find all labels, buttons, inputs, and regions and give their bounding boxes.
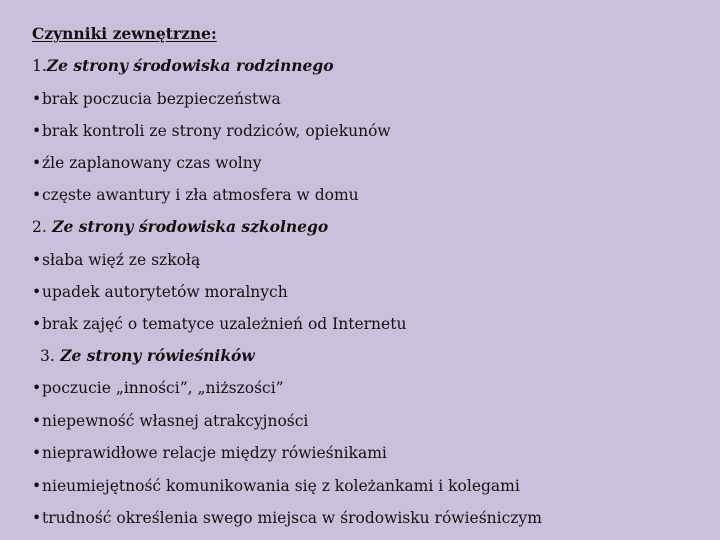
bullet-icon: • (32, 251, 42, 269)
bullet-icon: • (32, 186, 42, 204)
list-item-text: niepewność własnej atrakcyjności (42, 412, 309, 430)
section-number: 2. (32, 218, 47, 236)
list-item-text: słaba więź ze szkołą (42, 251, 201, 269)
bullet-icon: • (32, 315, 42, 333)
list-item-text: nieprawidłowe relacje między rówieśnikami (42, 444, 387, 462)
list-item-text: nieumiejętność komunikowania się z koleżankami i kolegami (42, 477, 520, 495)
section-title: Ze strony środowiska szkolnego (52, 217, 329, 236)
section-number: 3. (40, 347, 55, 365)
list-item (32, 89, 281, 109)
section-heading-1 (32, 56, 334, 76)
list-item-text: upadek autorytetów moralnych (42, 283, 288, 301)
list-item (32, 153, 262, 173)
bullet-icon: • (32, 283, 42, 301)
list-item (32, 508, 542, 528)
section-title: Ze strony środowiska rodzinnego (46, 56, 334, 75)
list-item-text: brak poczucia bezpieczeństwa (42, 90, 281, 108)
bullet-icon: • (32, 90, 42, 108)
list-item (32, 250, 200, 270)
list-item-text: poczucie „inności”, „niższości” (42, 379, 284, 397)
list-item-text: trudność określenia swego miejsca w środowisku rówieśniczym (42, 509, 542, 527)
bullet-icon: • (32, 477, 42, 495)
list-item (32, 282, 288, 302)
list-item-text: brak kontroli ze strony rodziców, opiekunów (42, 122, 391, 140)
list-item (32, 411, 308, 431)
section-heading-3 (40, 346, 255, 366)
list-item (32, 314, 406, 334)
bullet-icon: • (32, 154, 42, 172)
list-item (32, 443, 387, 463)
list-item-text: częste awantury i zła atmosfera w domu (42, 186, 359, 204)
section-number: 1. (32, 57, 47, 75)
bullet-icon: • (32, 122, 42, 140)
bullet-icon: • (32, 379, 42, 397)
list-item (32, 185, 359, 205)
section-title: Ze strony rówieśników (60, 346, 255, 365)
slide-title: Czynniki zewnętrzne: (32, 24, 217, 43)
bullet-icon: • (32, 444, 42, 462)
bullet-icon: • (32, 509, 42, 527)
list-item-text: brak zajęć o tematyce uzależnień od Internetu (42, 315, 407, 333)
section-heading-2 (32, 217, 328, 237)
list-item (32, 378, 284, 398)
list-item-text: źle zaplanowany czas wolny (42, 154, 262, 172)
bullet-icon: • (32, 412, 42, 430)
list-item (32, 121, 391, 141)
list-item (32, 476, 520, 496)
